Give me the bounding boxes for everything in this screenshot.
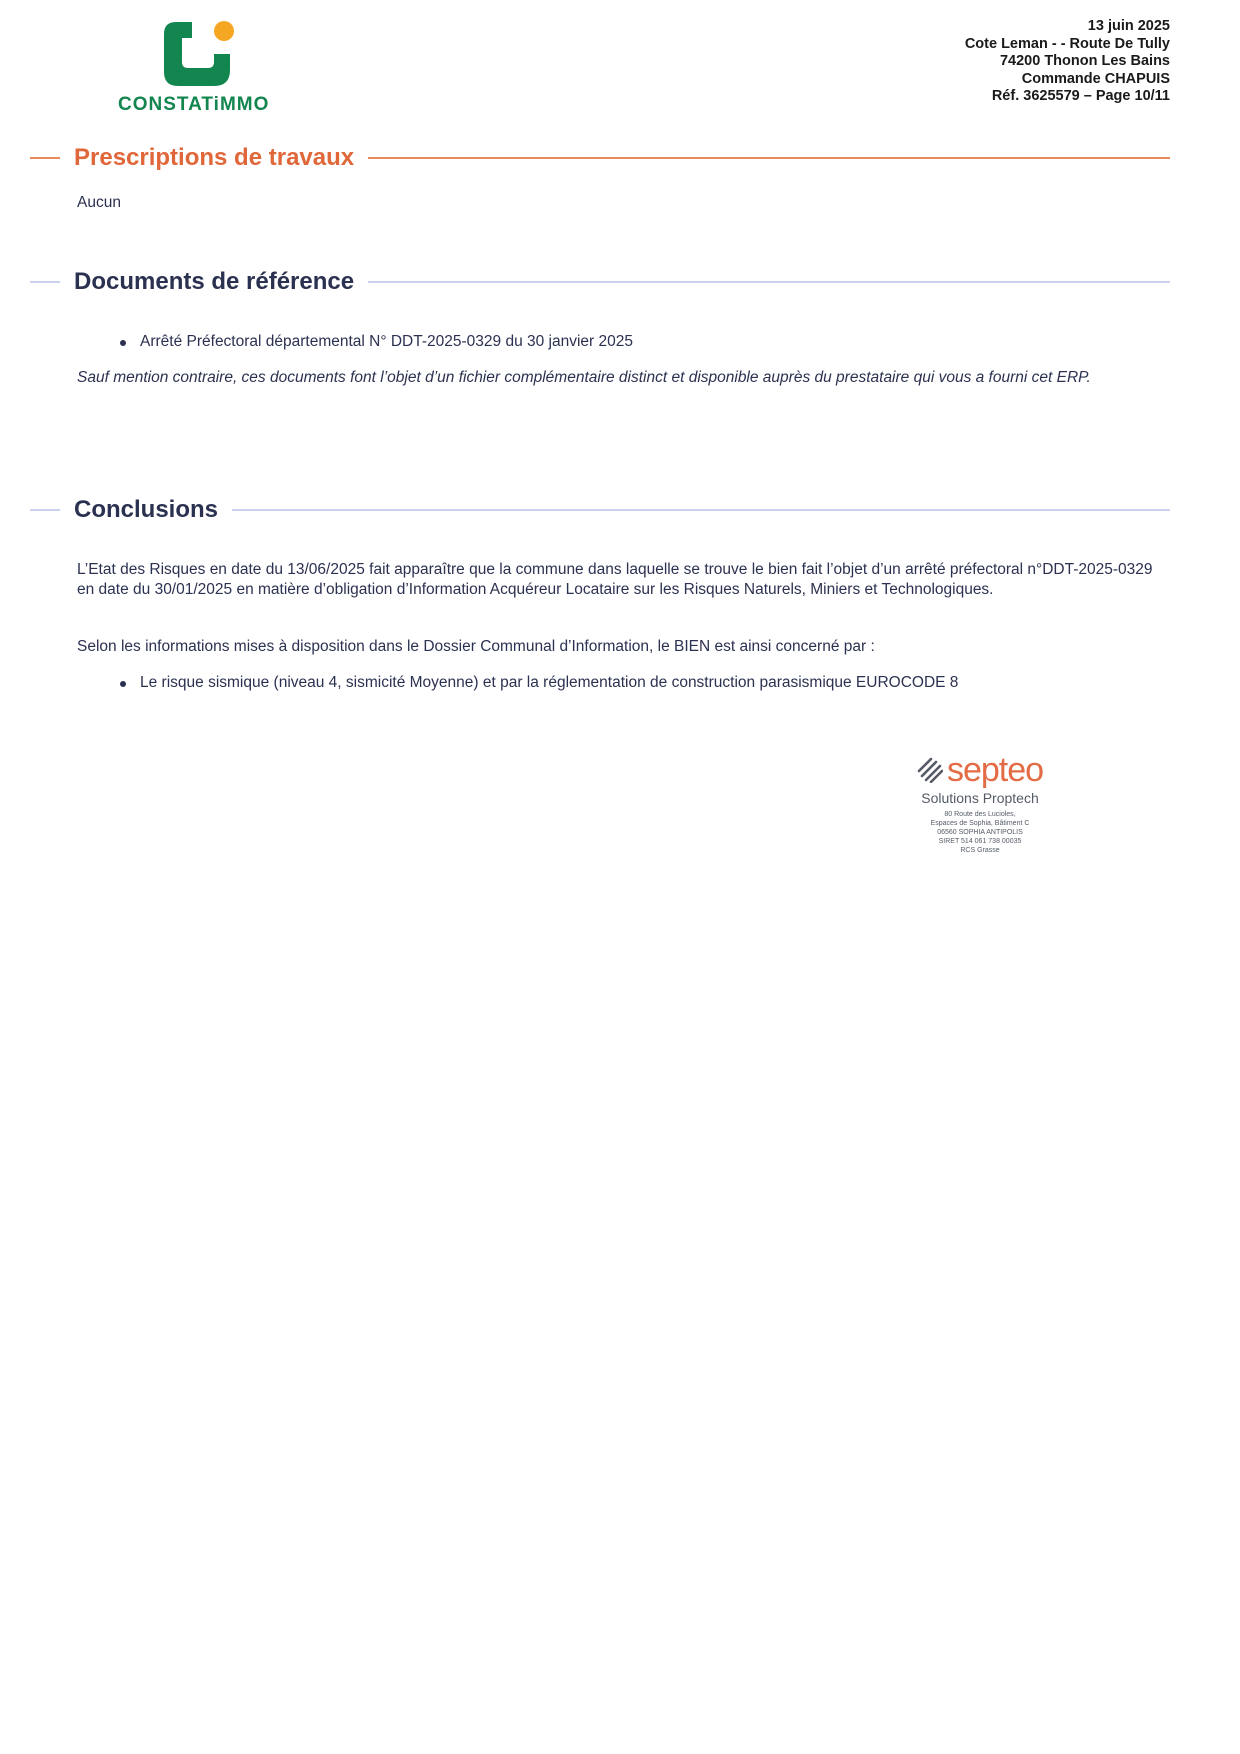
constatimmo-logo (118, 20, 282, 116)
section-rule-right (232, 509, 1170, 511)
septeo-wordmark: septeo (946, 751, 1044, 789)
septeo-address-line: 80 Route des Lucioles, (944, 811, 1016, 818)
septeo-logo (905, 752, 1055, 855)
section-prescriptions-header (30, 141, 1170, 175)
septeo-address-line: SIRET 514 061 738 00035 (938, 838, 1022, 845)
list-item: Arrêté Préfectoral départemental N° DDT-2025-0329 du 30 janvier 2025 (140, 332, 1170, 352)
header-ref: Réf. 3625579 – Page 10/11 (991, 88, 1170, 104)
section-rule-left (30, 281, 60, 283)
document-header-info (965, 18, 1170, 106)
header-address-line1: Cote Leman - - Route De Tully (964, 35, 1170, 52)
header-order: Commande CHAPUIS (1021, 70, 1170, 87)
section-title-prescriptions: Prescriptions de travaux (74, 144, 355, 171)
conclusions-paragraph-1: L’Etat des Risques en date du 13/06/2025 fait apparaître que la commune dans laquelle se trouve le bien fait l’objet d’un arrêté préfectoral n°DDT-2025-0329 en date du 30/01/2025 en matière d’obligation d’Information Acquéreur Locataire sur les Risques Naturels, Miniers et Technologiques. (77, 561, 1153, 598)
documents-note: Sauf mention contraire, ces documents font l’objet d’un fichier complémentaire distinct et disponible auprès du prestataire qui vous a fourni cet ERP. (77, 369, 1091, 386)
section-conclusions-header (30, 493, 1170, 527)
section-documents-header (30, 265, 1170, 299)
documents-list (77, 332, 1170, 352)
septeo-address-line: Espaces de Sophia, Bâtiment C (930, 820, 1030, 827)
septeo-subtitle: Solutions Proptech (921, 790, 1039, 806)
section-title-documents: Documents de référence (74, 268, 355, 295)
septeo-address-line: RCS Grasse (960, 847, 1000, 854)
septeo-address (905, 810, 1055, 855)
conclusions-list (77, 673, 1170, 693)
conclusions-paragraph-2: Selon les informations mises à disposition dans le Dossier Communal d’Information, le BIEN est ainsi concerné par : (77, 638, 875, 655)
header-date: 13 juin 2025 (1087, 18, 1170, 34)
septeo-stripes-icon (917, 757, 943, 783)
section-rule-right (368, 281, 1170, 283)
list-item: Le risque sismique (niveau 4, sismicité Moyenne) et par la réglementation de construction parasismique EUROCODE 8 (140, 673, 1170, 693)
septeo-address-line: 06560 SOPHIA ANTIPOLIS (937, 829, 1023, 836)
prescriptions-body: Aucun (77, 194, 121, 211)
section-rule-left (30, 509, 60, 511)
section-title-conclusions: Conclusions (74, 496, 219, 523)
header-address-line2: 74200 Thonon Les Bains (999, 53, 1170, 69)
constatimmo-logo-icon (162, 20, 242, 92)
logo-wordmark: CONSTATiMMO (118, 94, 270, 115)
section-rule-left (30, 157, 60, 159)
section-rule-right (368, 157, 1170, 159)
